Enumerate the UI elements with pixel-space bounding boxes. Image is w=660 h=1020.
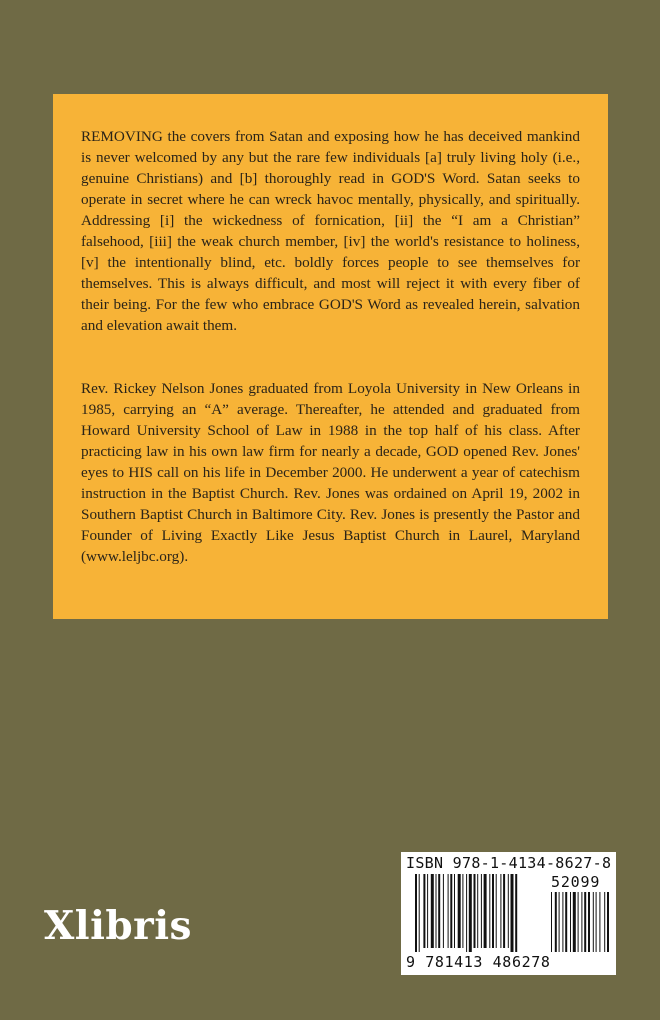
isbn-label: ISBN 978-1-4134-8627-8 [406,854,612,872]
barcode-bar [599,892,600,952]
barcode-bar [469,874,472,952]
barcode-bar [570,892,571,952]
synopsis-paragraph: REMOVING the covers from Satan and exposing how he has deceived mankind is never welcomed by any but the rare few individuals [a] truly living holy (i.e., genuine Christians) and [b] thoroughly read in GOD'S Word. Satan seeks to operate in secret where he can wreck havoc mentally, physically, and spiritually. Addressing [i] the wickedness of fornication, [ii] the “I am a Christian” falsehood, [iii] the weak church member, [iv] the world's resistance to holiness, [v] the intentionally blind, etc. boldly forces people to see themselves for themselves. This is always difficult, and most will reject it with every fiber of their being. For the few who embrace GOD'S Word as revealed herein, salvation and elevation await them. [81,128,580,334]
barcode-bar [423,874,425,948]
description-panel [53,94,608,619]
barcode-bar [515,874,517,952]
barcode-bar [511,874,514,952]
barcode-bar [607,892,609,952]
barcode-bar [474,874,476,948]
barcode-bar [438,874,440,948]
barcode-bar [458,874,461,948]
publisher-logo: Xlibris [44,903,192,949]
barcode-bar [484,874,487,948]
barcode-bar [562,892,563,952]
barcode-bar [508,874,509,948]
barcode-bar [500,874,501,948]
author-bio-paragraph: Rev. Rickey Nelson Jones graduated from Loyola University in New Orleans in 1985, carrying an “A” average. Thereafter, he attended and graduated from Howard University School of Law in 1988 in the top half of his class. After practicing law in his own law firm for nearly a decade, GOD opened Rev. Jones' eyes to HIS call on his life in December 2000. He underwent a year of catechism instruction in the Baptist Church. Rev. Jones was ordained on April 19, 2002 in Southern Baptist Church in Baltimore City. Rev. Jones is presently the Pastor and Founder of Living Exactly Like Jesus Baptist Church in Laurel, Maryland (www.leljbc.org). [81,380,580,565]
barcode-bar [496,874,497,948]
barcode-bar [588,892,590,952]
barcode-bar [489,874,490,948]
barcode-bar [555,892,557,952]
barcode-bar [454,874,455,948]
barcode-bar [578,892,579,952]
barcode-bar [443,874,444,948]
barcode-bar [565,892,567,952]
barcode-bar [431,874,434,948]
addon-code: 52099 [551,873,601,891]
barcode-bar [593,892,594,952]
barcode-bar [559,892,560,952]
barcode-bar [436,874,437,948]
barcode-bar [492,874,494,948]
barcode-bar [462,874,463,948]
barcode-bar [581,892,582,952]
barcode-bar [427,874,428,948]
barcode-bar [481,874,482,948]
ean-digits: 9 781413 486278 [406,953,551,971]
barcode-bar [477,874,478,948]
barcode-bar [551,892,552,952]
barcode-bar [596,892,597,952]
barcode-bar [415,874,417,952]
barcode-bar [419,874,420,952]
barcode-bar [573,892,576,952]
barcode-bar [450,874,452,948]
barcode-bar [584,892,586,952]
barcode-bar [503,874,505,948]
barcode-bar [604,892,605,952]
barcode-bar [466,874,467,952]
barcode-box [401,852,616,975]
barcode-bar [448,874,449,948]
